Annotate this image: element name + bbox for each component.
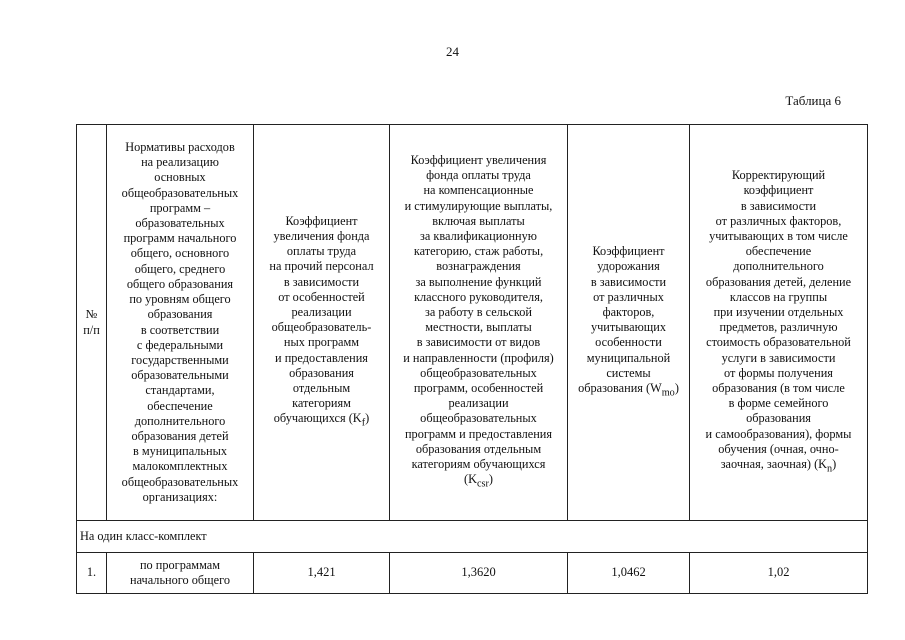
- row-number: 1.: [77, 553, 107, 594]
- row-label: по программам начального общего: [107, 553, 254, 594]
- table-caption: Таблица 6: [785, 93, 841, 108]
- page-number: 24: [446, 44, 459, 59]
- row-value-wmo: 1,0462: [568, 553, 690, 594]
- header-cell-expense-norms: Нормативы расходов на реализацию основных общеобразовательных программ – образовательных программ начального общего, основного общего, среднего общего образования по уровням общего образования в соответствии с федеральными государственными образовательными стандартами, обеспечение дополнительного образования детей в муниципальных малокомплектных общеобразовательных организациях:: [107, 125, 254, 521]
- header-cell-number: № п/п: [77, 125, 107, 521]
- header-cell-kcsr: Коэффициент увеличения фонда оплаты труда на компенсационные и стимулирующие выплаты, включая выплаты за квалификационную категорию, стаж работы, вознаграждения за выполнение функций классного руководителя, за работу в сельской местности, выплаты в зависимости от видов и направленности (профиля) общеобразовательных программ, особенностей реализации общеобразовательных программ и предоставления образования отдельным категориям обучающихся $(K_{csr})$: [390, 125, 568, 521]
- section-row: [77, 521, 868, 553]
- header-cell-wmo: Коэффициент удорожания в зависимости от различных факторов, учитывающих особенности муниципальной системы образования $(W_{mo})$: [568, 125, 690, 521]
- header-cell-kn: Корректирующий коэффициент в зависимости от различных факторов, учитывающих в том числе обеспечение дополнительного образования детей, деление классов на группы при изучении отдельных предметов, различную стоимость образовательной услуги в зависимости от формы получения образования (в том числе в форме семейного образования и самообразования), формы обучения (очная, очно- заочная, заочная) $(K_n)$: [690, 125, 868, 521]
- row-value-kf: 1,421: [254, 553, 390, 594]
- row-value-kn: 1,02: [690, 553, 868, 594]
- table-row: [77, 553, 868, 594]
- coefficients-table: [76, 124, 868, 594]
- row-value-kcsr: 1,3620: [390, 553, 568, 594]
- section-label: На один класс-комплект: [77, 521, 868, 553]
- header-cell-kf: Коэффициент увеличения фонда оплаты труда на прочий персонал в зависимости от особенностей реализации общеобразователь- ных программ и предоставления образования отдельным категориям обучающихся $(K_f)$: [254, 125, 390, 521]
- header-row: [77, 125, 868, 521]
